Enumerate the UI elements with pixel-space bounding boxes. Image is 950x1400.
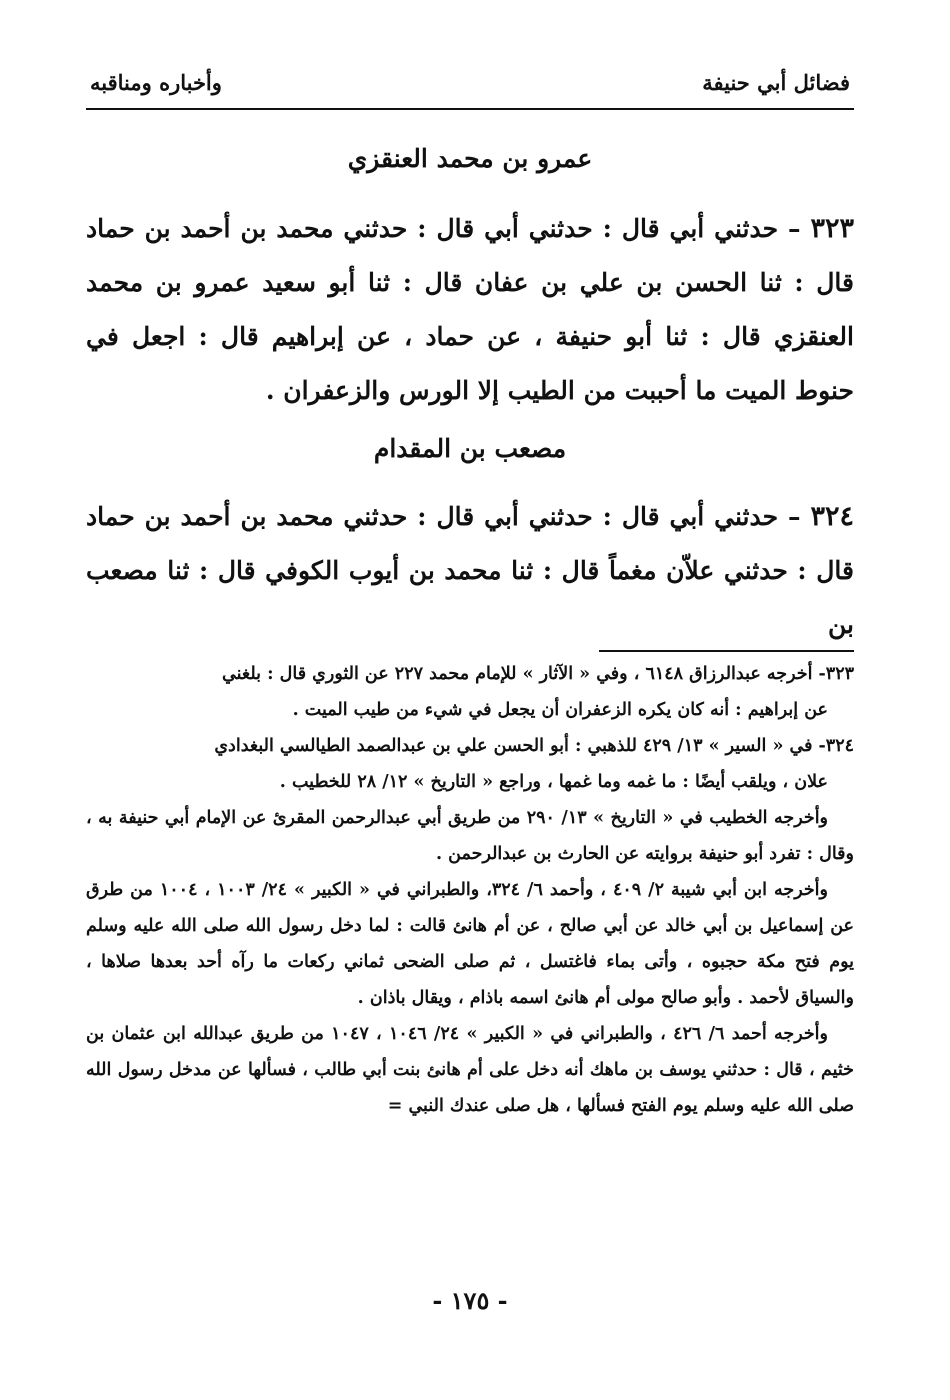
footnote-324-para4: وأخرجه أحمد ٦/ ٤٢٦ ، والطبراني في « الكبير » ٢٤/ ١٠٤٦ ، ١٠٤٧ من طريق عبدالله ابن عثمان بن خثيم ، قال : حدثني يوسف بن ماهك أنه دخل على أم هانئ بنت أبي طالب ، فسألها عن مدخل رسول الله صلى الله عليه وسلم يوم الفتح فسألها ، هل صلى عندك النبي = — [86, 1024, 854, 1116]
header-divider — [86, 108, 854, 110]
footnote-divider — [599, 650, 854, 652]
narration-number: ٣٢٤ — [810, 501, 854, 532]
narration-323: ٣٢٣ – حدثني أبي قال : حدثني أبي قال : حدثني محمد بن أحمد بن حماد قال : ثنا الحسن بن علي بن عفان قال : ثنا أبو سعيد عمرو بن محمد العنقزي قال : ثنا أبو حنيفة ، عن حماد ، عن إبراهيم قال : اجعل في حنوط الميت ما أحببت من الطيب إلا الورس والزعفران . — [86, 213, 854, 405]
footnote-324-para3: وأخرجه ابن أبي شيبة ٢/ ٤٠٩ ، وأحمد ٦/ ٣٢٤، والطبراني في « الكبير » ٢٤/ ١٠٠٣ ، ١٠٠٤ من طرق عن إسماعيل بن أبي خالد عن أبي صالح ، عن أم هانئ قالت : لما دخل رسول الله صلى الله عليه وسلم يوم فتح مكة حجبوه ، وأتى بماء فاغتسل ، ثم صلى الضحى ثماني ركعات ما رآه أحد بعدها صلاها ، والسياق لأحمد . وأبو صالح مولى أم هانئ اسمه باذام ، ويقال باذان . — [86, 880, 854, 1008]
footnote-323-line2: عن إبراهيم : أنه كان يكره الزعفران أن يجعل في شيء من طيب الميت . — [292, 700, 828, 720]
narration-324: ٣٢٤ – حدثني أبي قال : حدثني أبي قال : حدثني محمد بن أحمد بن حماد قال : حدثني علاّن مغماً قال : ثنا محمد بن أيوب الكوفي قال : ثنا مصعب بن — [86, 501, 854, 639]
footnote-323-line1: ٣٢٣- أخرجه عبدالرزاق ٦١٤٨ ، وفي « الآثار » للإمام محمد ٢٢٧ عن الثوري قال : بلغني — [222, 664, 854, 684]
book-title: فضائل أبي حنيفة — [702, 70, 850, 95]
footnote-324-para2: وأخرجه الخطيب في « التاريخ » ١٣/ ٢٩٠ من طريق أبي عبدالرحمن المقرئ عن الإمام أبي حنيفة به ، وقال : تفرد أبو حنيفة بروايته عن الحارث بن عبدالرحمن . — [86, 808, 854, 864]
running-header — [90, 70, 850, 104]
section-heading-amr: عمرو بن محمد العنقزي — [347, 144, 593, 173]
narration-text: حدثني أبي قال : حدثني أبي قال : حدثني محمد بن أحمد بن حماد قال : ثنا الحسن بن علي بن عفان قال : ثنا أبو سعيد عمرو بن محمد العنقزي قال : ثنا أبو حنيفة ، عن حماد ، عن إبراهيم قال : اجعل في حنوط الميت ما أحببت من الطيب إلا الورس والزعفران . — [86, 214, 854, 405]
narration-number: ٣٢٣ — [810, 213, 854, 244]
section-heading-musab: مصعب بن المقدام — [373, 434, 567, 463]
footnote-324-line1: ٣٢٤- في « السير » ١٣/ ٤٢٩ للذهبي : أبو الحسن علي بن عبدالصمد الطيالسي البغدادي — [214, 736, 854, 756]
book-subtitle: وأخباره ومناقبه — [90, 70, 222, 95]
narration-text: حدثني أبي قال : حدثني أبي قال : حدثني محمد بن أحمد بن حماد قال : حدثني علاّن مغماً قال : ثنا محمد بن أيوب الكوفي قال : ثنا مصعب بن — [86, 502, 854, 639]
footnotes — [86, 656, 854, 1124]
page-number: - ١٧٥ - — [432, 1286, 508, 1315]
footnote-324-line2: علان ، ويلقب أيضًا : ما غمه وما غمها ، وراجع « التاريخ » ١٢/ ٢٨ للخطيب . — [279, 772, 828, 792]
